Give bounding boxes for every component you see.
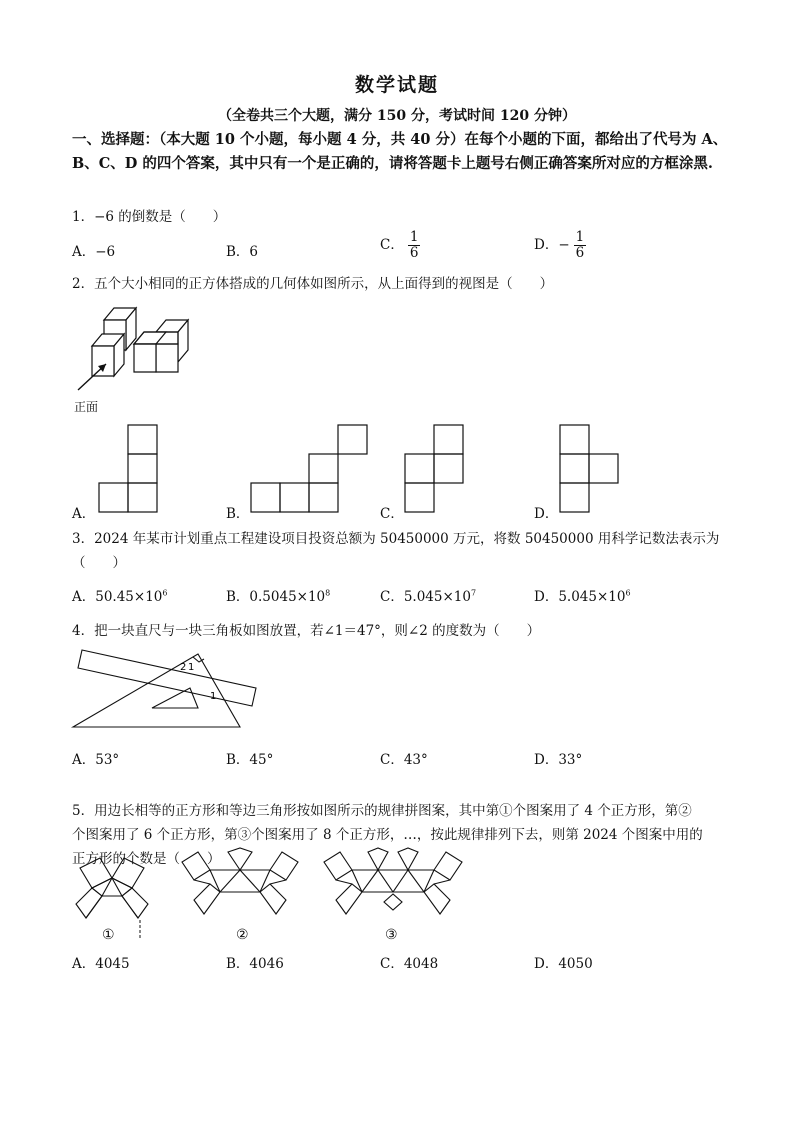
q3-paren: （ ） <box>72 555 126 571</box>
q5-pattern-2 <box>180 848 300 928</box>
q2-option-b-figure <box>250 424 370 514</box>
exponent: 8 <box>325 588 331 598</box>
q1-text: 1．−6 的倒数是（ ） <box>72 209 227 225</box>
q2-option-d-figure <box>559 424 621 514</box>
q3-option-a-base: A．50.45×10 <box>72 589 163 605</box>
pattern-3-label: ③ <box>385 927 398 943</box>
q4-text: 4．把一块直尺与一块三角板如图放置，若∠1＝47°，则∠2 的度数为（ ） <box>72 623 541 639</box>
q2-option-a-figure <box>98 424 158 514</box>
q3-option-c-base: C．5.045×10 <box>380 589 471 605</box>
q5-option-d: D．4050 <box>534 956 593 972</box>
q4-option-c: C．43° <box>380 752 428 768</box>
angle-1-label: 1 <box>210 691 217 702</box>
q5-pattern-3 <box>322 848 464 928</box>
q4-option-b: B．45° <box>226 752 274 768</box>
q3-option-a <box>72 585 167 605</box>
fraction-numerator: 1 <box>409 229 419 245</box>
front-label: 正面 <box>74 400 99 414</box>
fraction-numerator: 1 <box>575 229 585 245</box>
q3-option-c <box>380 585 476 605</box>
page-title: 数学试题 <box>354 74 439 96</box>
q3-option-b <box>226 585 330 605</box>
q5-line-2: 个图案用了 6 个正方形，第③个图案用了 8 个正方形，…，按此规律排列下去，则第 2024 个图案中用的 <box>72 827 703 843</box>
q2-option-c-figure <box>404 424 466 514</box>
q1-option-a: A．−6 <box>72 244 116 260</box>
cube-face <box>156 344 178 372</box>
ruler <box>78 650 256 706</box>
fraction-denominator: 6 <box>409 245 419 261</box>
angle-2-label: 2 <box>180 662 187 673</box>
q3-option-d-base: D．5.045×10 <box>534 589 626 605</box>
exponent: 7 <box>470 588 477 598</box>
exponent: 6 <box>625 588 631 598</box>
exponent: 6 <box>162 588 168 598</box>
q1-option-c-fraction <box>408 230 421 261</box>
angle-1-mark-small: 1 <box>188 662 195 673</box>
q1-option-d <box>534 230 586 261</box>
q2-text: 2．五个大小相同的正方体搭成的几何体如图所示，从上面得到的视图是（ ） <box>72 276 554 292</box>
q3-text: 3．2024 年某市计划重点工程建设项目投资总额为 50450000 万元，将数 50450000 用科学记数法表示为 <box>72 531 720 547</box>
q2-option-a: A． <box>72 506 96 522</box>
q5-option-b: B．4046 <box>226 956 284 972</box>
q4-option-d: D．33° <box>534 752 583 768</box>
cube-face <box>134 344 156 372</box>
pattern-1-label: ① <box>102 927 115 943</box>
q2-option-b: B． <box>226 506 250 522</box>
q5-line-3: 正方形的个数是（ ） <box>72 851 221 867</box>
q1-option-b: B．6 <box>226 244 259 260</box>
q2-option-c: C． <box>380 506 404 522</box>
fraction-denominator: 6 <box>575 245 585 261</box>
q3-option-b-base: B．0.5045×10 <box>226 589 326 605</box>
q4-ruler-triangle-figure <box>72 648 272 734</box>
section-instructions: 一、选择题：（本大题 10 个小题，每小题 4 分，共 40 分）在每个小题的下面，都给出了代号为 A、B、C、D 的四个答案，其中只有一个是正确的，请将答题卡上题号右侧正确答案所对应的方框涂黑. <box>72 131 728 172</box>
exam-info: （全卷共三个大题，满分 150 分，考试时间 120 分钟） <box>218 108 576 124</box>
pattern-2-label: ② <box>236 927 249 943</box>
set-square-inner <box>152 688 198 708</box>
q1-option-c-label: C． <box>380 237 404 253</box>
q2-option-d: D． <box>534 506 559 522</box>
q1-option-c <box>380 230 420 261</box>
q4-option-a: A．53° <box>72 752 120 768</box>
q5-option-c: C．4048 <box>380 956 439 972</box>
q1-option-d-fraction <box>574 230 587 261</box>
q5-line-1: 5．用边长相等的正方形和等边三角形按如图所示的规律拼图案，其中第①个图案用了 4 个正方形，第② <box>72 803 692 819</box>
q1-option-d-label: D．− <box>534 237 570 253</box>
q5-option-a: A．4045 <box>72 956 130 972</box>
q3-option-d <box>534 585 631 605</box>
